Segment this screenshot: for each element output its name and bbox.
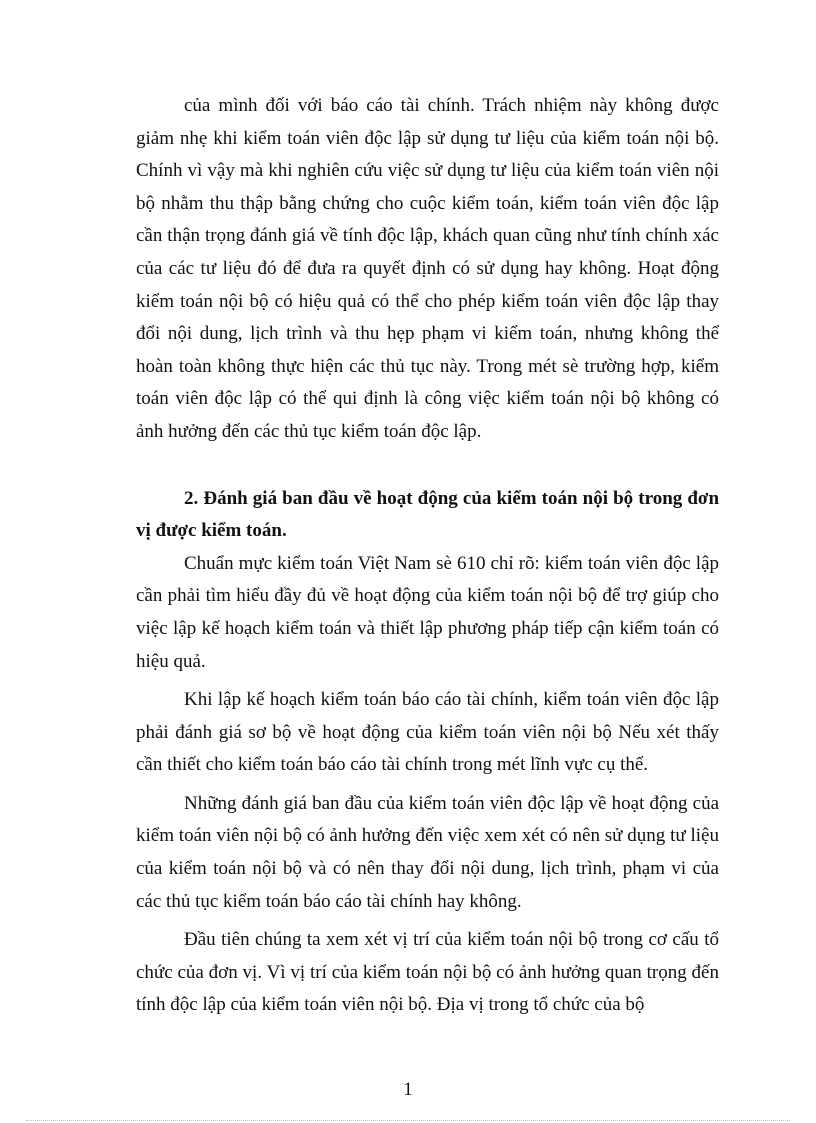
paragraph-5: Đầu tiên chúng ta xem xét vị trí của kiểm toán nội bộ trong cơ cấu tổ chức của đơn vị. Vì vị trí của kiểm toán nội bộ có ảnh hưởng quan trọng đến tính độc lập của kiểm toán viên nội bộ. Địa vị trong tổ chức của bộ — [136, 929, 719, 1016]
page-number: 1 — [403, 1079, 413, 1100]
section-heading — [136, 483, 719, 548]
heading-number: 2. — [184, 487, 199, 509]
section-gap — [136, 449, 719, 483]
footer-divider — [26, 1120, 790, 1121]
heading-text: Đánh giá ban đầu về hoạt động của kiểm toán nội bộ trong đơn vị được kiểm toán. — [136, 487, 720, 542]
paragraph-1: của mình đối với báo cáo tài chính. Trách nhiệm này không được giảm nhẹ khi kiểm toán viên độc lập sử dụng tư liệu của kiểm toán nội bộ. Chính vì vậy mà khi nghiên cứu việc sử dụng tư liệu của kiểm toán viên nội bộ nhằm thu thập bằng chứng cho cuộc kiểm toán, kiểm toán viên độc lập cần thận trọng đánh giá về tính độc lập, khách quan cũng như tính chính xác của các tư liệu đó để đưa ra quyết định có sử dụng hay không. Hoạt động kiểm toán nội bộ có hiệu quả có thể cho phép kiểm toán viên độc lập thay đổi nội dung, lịch trình và thu hẹp phạm vi kiểm toán, nhưng không thể hoàn toàn không thực hiện các thủ tục này. Trong mét sè trường hợp, kiểm toán viên độc lập có thể qui định là công việc kiểm toán nội bộ không có ảnh hưởng đến các thủ tục kiểm toán độc lập. — [136, 95, 719, 442]
paragraph-2: Chuẩn mực kiểm toán Việt Nam sè 610 chỉ rõ: kiểm toán viên độc lập cần phải tìm hiểu đầy đủ về hoạt động của kiểm toán nội bộ để trợ giúp cho việc lập kế hoạch kiểm toán và thiết lập phương pháp tiếp cận kiểm toán có hiệu quả. — [136, 552, 719, 672]
body-text — [136, 90, 719, 1022]
paragraph-4: Những đánh giá ban đầu của kiểm toán viên độc lập về hoạt động của kiểm toán viên nội bộ có ảnh hưởng đến việc xem xét có nên sử dụng tư liệu của kiểm toán nội bộ và có nên thay đổi nội dung, lịch trình, phạm vi của các thủ tục kiểm toán báo cáo tài chính hay không. — [136, 792, 719, 912]
paragraph-3: Khi lập kế hoạch kiểm toán báo cáo tài chính, kiểm toán viên độc lập phải đánh giá sơ bộ về hoạt động của kiểm toán viên nội bộ Nếu xét thấy cần thiết cho kiểm toán báo cáo tài chính trong mét lĩnh vực cụ thể. — [136, 689, 719, 776]
